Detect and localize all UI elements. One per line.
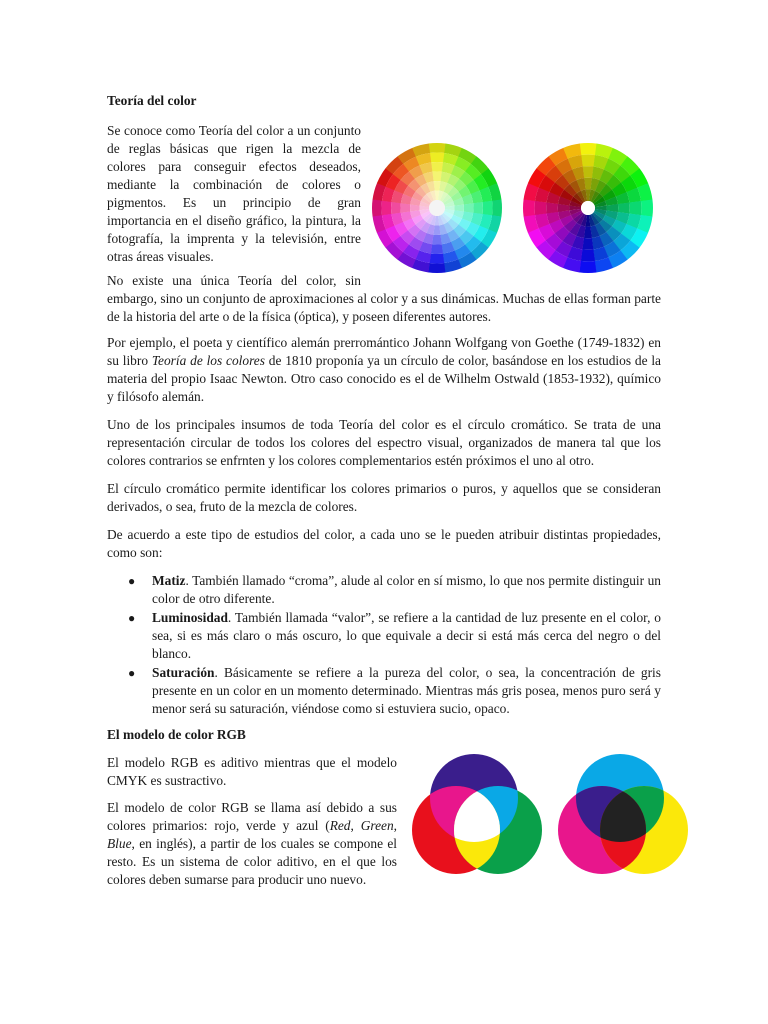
definition-matiz: . También llamado “croma”, alude al color en sí mismo, lo que nos permite distinguir un color de otro diferente.	[152, 573, 661, 606]
heading-color-theory: Teoría del color	[107, 93, 197, 108]
list-item	[128, 572, 661, 608]
paragraph-chromatic-circle-block	[107, 416, 661, 470]
wheel-segment	[546, 202, 558, 213]
paragraph-goethe-text-b: de 1810 proponía ya un círculo de color, basándose en los estudios de la materia del propio Isaac Newton. Otro caso conocido es el de Wilhelm Ostwald (1853-1932), químico y filósofo alemán.	[107, 353, 661, 404]
properties-list-block	[107, 572, 661, 718]
wheel-segment	[431, 244, 443, 254]
list-item	[128, 609, 661, 663]
wheel-segment	[429, 143, 446, 153]
paragraph-no-single-theory-rest: embargo, sino un conjunto de aproximaciones al color y a sus dinámicas. Muchas de ellas forman parte de la historia del arte o de la física (óptica), y poseen diferentes autores.	[107, 291, 661, 324]
bullet-icon: ●	[128, 611, 136, 625]
paragraph-properties-intro-block	[107, 526, 661, 562]
term-luminosidad: Luminosidad	[152, 610, 228, 625]
heading-rgb-model: El modelo de color RGB	[107, 727, 246, 742]
cmy-subtractive-diagram	[558, 754, 688, 874]
paragraph-intro: Se conoce como Teoría del color a un conjunto de reglas básicas que rigen la mezcla de colores para conseguir efectos deseados, mediante la combinación de colores o pigmentos. Es un principio de gran importancia en el diseño gráfico, la pintura, la fotografía, la imprenta y la televisión, entre otras áreas visuales.	[107, 123, 361, 264]
rgb-text-b: , en inglés), a partir de los cuales se compone el resto. Es un sistema de color aditivo, en el que los colores deben sumarse para producir uno nuevo.	[107, 836, 397, 887]
word-red-italic: Red	[329, 818, 351, 833]
wheel-segment	[581, 249, 595, 261]
wheel-segment	[431, 162, 443, 172]
paragraph-primary-colors-block	[107, 480, 661, 516]
color-wheels-image	[372, 138, 654, 278]
paragraph-goethe-text-a: Por ejemplo, el poeta y científico alemán prerromántico Johann Wolfgang von Goethe (1749-1832) en su libro	[107, 335, 661, 368]
wheel-segment	[535, 201, 547, 215]
bullet-icon: ●	[128, 666, 136, 680]
wheel-segment	[401, 203, 411, 213]
paragraph-no-single-theory-line1: No existe una única Teoría del color, sin	[107, 273, 361, 288]
wheel-segment	[629, 201, 641, 215]
paragraph-rgb-additive: El modelo RGB es aditivo mientras que el modelo CMYK es sustractivo.	[107, 755, 397, 788]
wheel-segment	[382, 200, 392, 215]
separator: ,	[350, 818, 361, 833]
wheel-segment	[618, 203, 630, 214]
wheel-segment	[582, 238, 593, 250]
wheel-segment	[583, 166, 594, 178]
paragraph-goethe-block	[107, 334, 661, 406]
term-matiz: Matiz	[152, 573, 186, 588]
rgb-text-a: El modelo de color RGB se llama así debido a sus colores primarios: rojo, verde y azul (	[107, 800, 397, 833]
wheel-segment	[430, 153, 445, 163]
word-blue-italic: Blue	[107, 836, 132, 851]
wheel-segment	[432, 235, 442, 245]
book-title-italic: Teoría de los colores	[151, 353, 265, 368]
wheel-segment	[641, 200, 653, 217]
wheel-segment	[483, 201, 493, 216]
term-saturacion: Saturación	[152, 665, 215, 680]
wheel-segment	[581, 155, 595, 167]
wheel-segment	[580, 143, 597, 155]
wheel-segment	[432, 172, 442, 182]
properties-list	[107, 572, 661, 718]
section-title-rgb	[107, 726, 661, 744]
color-wheel-shades	[523, 143, 653, 273]
separator: ,	[393, 818, 398, 833]
wheel-segment	[473, 202, 483, 214]
definition-luminosidad: . También llamada “valor”, se refiere a la cantidad de luz presente en el color, o sea, si es más claro o más oscuro, lo que equivale a decir si está más cerca del negro o del blanco.	[152, 610, 661, 661]
rgb-cmy-diagrams-image	[408, 752, 698, 892]
wheel-center	[429, 200, 445, 216]
paragraph-properties-intro: De acuerdo a este tipo de estudios del color, a cada uno se le pueden atribuir distintas propiedades, como son:	[107, 527, 661, 560]
color-wheel-tints	[372, 143, 502, 273]
paragraph-goethe	[107, 334, 661, 406]
wheel-segment	[372, 199, 382, 216]
definition-saturacion: . Básicamente se refiere a la pureza del color, o sea, la concentración de gris presente en un color en un momento determinado. Mientras más gris posea, menos puro será y menor será su saturación, viéndose como si estuviera sucio, opaco.	[152, 665, 661, 716]
bullet-icon: ●	[128, 574, 136, 588]
list-item	[128, 664, 661, 718]
paragraph-rgb-primaries	[107, 799, 397, 889]
wheel-segment	[492, 200, 502, 217]
wheel-segment	[523, 199, 535, 216]
wheel-segment	[464, 203, 474, 213]
paragraph-no-single-theory-block	[107, 272, 661, 326]
paragraph-chromatic-circle: Uno de los principales insumos de toda Teoría del color es el círculo cromático. Se trata de una representación circular de todos los colores del espectro visual, organizados de manera tal que los colores contrarios se enfrnten y los colores complementarios estén próximos el uno al otro.	[107, 417, 661, 468]
section-title-color-theory	[107, 92, 661, 110]
rgb-additive-diagram	[408, 752, 548, 892]
wheel-segment	[391, 202, 401, 214]
word-green-italic: Green	[360, 818, 394, 833]
wheel-segment	[429, 254, 444, 264]
paragraph-primary-colors: El círculo cromático permite identificar los colores primarios o puros, y aquellos que se consideran derivados, o sea, fruto de la mezcla de colores.	[107, 481, 661, 514]
wheel-center	[581, 201, 595, 215]
